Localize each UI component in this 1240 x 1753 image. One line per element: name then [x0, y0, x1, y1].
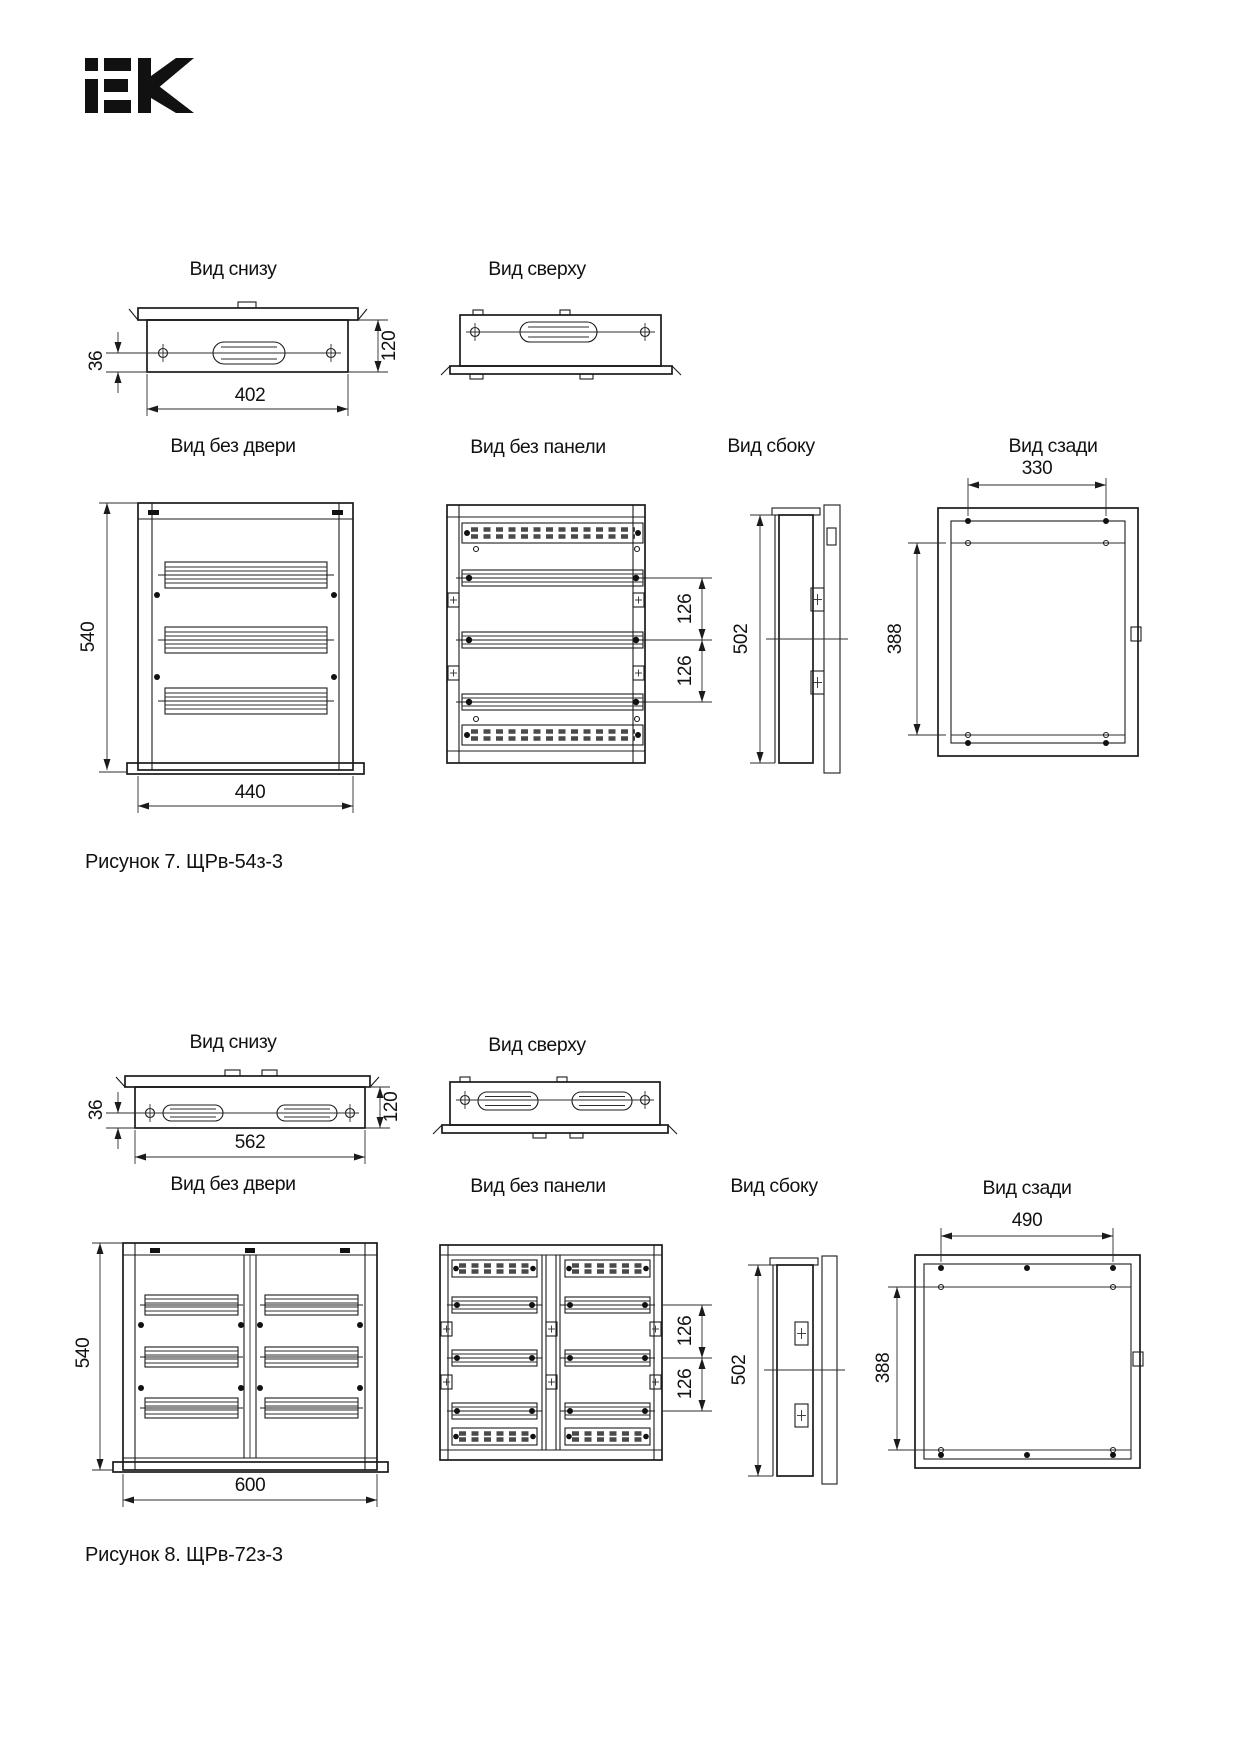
- fig7-dim-120: 120: [379, 330, 401, 362]
- fig7-dim-440: 440: [234, 782, 266, 804]
- fig7-dim-540: 540: [78, 621, 100, 653]
- fig8-dim-388: 388: [873, 1352, 895, 1384]
- fig8-dim-36: 36: [86, 1099, 108, 1121]
- fig7-dim-126-upper: 126: [675, 593, 697, 625]
- fig8-dim-120: 120: [381, 1091, 403, 1123]
- figure7-caption: Рисунок 7. ЩРв-54з-3: [85, 851, 283, 873]
- fig7-side-view-title: Вид сбоку: [727, 434, 815, 457]
- fig8-dim-540: 540: [73, 1337, 95, 1369]
- fig8-rear-dim-lines: [888, 1228, 1113, 1450]
- fig7-bottom-view-title: Вид снизу: [189, 257, 277, 280]
- fig8-dim-126-upper: 126: [675, 1315, 697, 1347]
- fig8-front-view-title: Вид без двери: [170, 1172, 296, 1195]
- figure8-caption: Рисунок 8. ЩРв-72з-3: [85, 1544, 283, 1566]
- fig7-dim-402: 402: [234, 385, 266, 407]
- fig8-top-view-title: Вид сверху: [488, 1033, 586, 1056]
- fig7-dim-126-lower: 126: [675, 655, 697, 687]
- fig8-panel-view-title: Вид без панели: [470, 1174, 606, 1197]
- figure7-drawings: [99, 302, 1141, 813]
- fig8-front-view-drawing: [92, 1243, 388, 1507]
- fig8-dim-562: 562: [234, 1132, 266, 1154]
- fig7-front-view-drawing: [99, 503, 364, 813]
- fig7-rear-view-drawing: [908, 478, 1141, 756]
- fig8-dim-502: 502: [729, 1354, 751, 1386]
- fig8-panel-view-drawing: [440, 1245, 712, 1460]
- fig8-side-view-drawing: [748, 1256, 845, 1484]
- fig7-front-view-title: Вид без двери: [170, 434, 296, 457]
- fig8-dim-600: 600: [234, 1475, 266, 1497]
- fig8-dim-126-lower: 126: [675, 1368, 697, 1400]
- fig7-rear-view-title: Вид сзади: [1008, 434, 1098, 457]
- fig8-rear-view-drawing: [888, 1228, 1143, 1468]
- fig7-dim-502: 502: [731, 623, 753, 655]
- fig7-front-dim-lines: [99, 503, 353, 813]
- fig7-dim-330: 330: [1021, 458, 1053, 480]
- fig8-dim-490: 490: [1011, 1210, 1043, 1232]
- iek-logo-icon: [85, 58, 194, 113]
- fig8-rear-view-title: Вид сзади: [982, 1176, 1072, 1199]
- fig7-side-view-drawing: [750, 505, 848, 773]
- fig7-top-view-title: Вид сверху: [488, 257, 586, 280]
- fig8-bottom-view-title: Вид снизу: [189, 1030, 277, 1053]
- fig7-dim-388: 388: [885, 623, 907, 655]
- fig8-top-view-drawing: [433, 1077, 677, 1138]
- fig8-side-view-title: Вид сбоку: [730, 1174, 818, 1197]
- fig8-side-dim-lines: [748, 1265, 773, 1476]
- fig7-panel-view-drawing: [447, 505, 712, 763]
- fig7-top-view-drawing: [441, 310, 681, 379]
- fig7-panel-view-title: Вид без панели: [470, 435, 606, 458]
- fig7-dim-36: 36: [86, 350, 108, 372]
